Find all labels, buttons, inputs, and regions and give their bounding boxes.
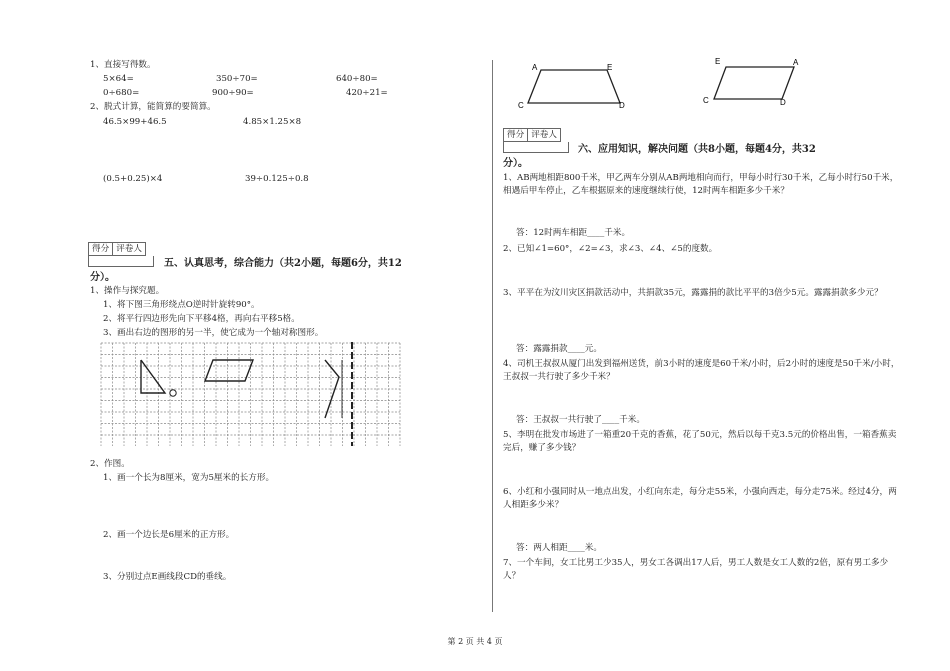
label-a: A: [532, 63, 538, 72]
q1-item: 900÷90=: [212, 88, 254, 98]
label-e: E: [607, 63, 613, 72]
q1-answer: 答：12时两车相距____千米。: [516, 228, 631, 238]
section6-heading-cont: 分）。: [503, 158, 528, 169]
label-c: C: [518, 101, 524, 110]
column-divider: [492, 60, 493, 612]
q2-title: 2、脱式计算，能简算的要简算。: [90, 102, 216, 112]
p2-sub: 3、分别过点E画线段CD的垂线。: [103, 572, 232, 582]
q6-text: 6、小红和小强同时从一地点出发，小红向东走，每分走55米，小强向西走，每分走75米。经过4分，两人相距多少米？: [503, 487, 897, 510]
grader-label: 评卷人: [531, 130, 557, 140]
q2-item: (0.5+0.25)×4: [103, 174, 163, 184]
p1-sub: 1、将下图三角形绕点O逆时针旋转90°。: [103, 300, 260, 310]
label-d: D: [619, 101, 625, 110]
section5-heading: 五、认真思考，综合能力（共2小题，每题6分，共12: [164, 258, 402, 269]
q1-item: 5×64=: [103, 74, 134, 84]
q2-item: 39÷0.125÷0.8: [245, 174, 309, 184]
score-box: [88, 242, 146, 256]
score-box: [503, 128, 561, 142]
parallelogram-shape: [205, 360, 253, 381]
section6-heading: 六、应用知识，解决问题（共8小题，每题4分，共32: [578, 144, 816, 155]
p2-sub: 2、画一个边长是6厘米的正方形。: [103, 530, 235, 540]
triangle-shape: [141, 360, 165, 393]
q6-answer: 答：两人相距____米。: [516, 543, 602, 553]
label-d: D: [780, 98, 786, 107]
p1-title: 1、操作与探究题。: [90, 286, 165, 296]
p1-sub: 2、将平行四边形先向下平移4格，再向右平移5格。: [103, 314, 300, 324]
label-c: C: [703, 96, 709, 105]
q7-text: 7、一个车间，女工比男工少35人，男女工各调出17人后，男工人数是女工人数的2倍，原有男工多少人？: [503, 558, 889, 581]
q1-title: 1、直接写得数。: [90, 60, 156, 70]
parallelogram-figure: [702, 55, 812, 107]
score-box-blank: [88, 256, 154, 267]
label-a: A: [793, 58, 799, 67]
q3-text: 3、平平在为汶川灾区捐款活动中，共捐款35元，露露捐的款比平平的3倍少5元。露露捐款多少元？: [503, 288, 883, 298]
q4-text: 4、司机王叔叔从厦门出发到福州送货，前3小时的速度是60千米/小时，后2小时的速度是50千米/小时，王叔叔一共行驶了多少千米？: [503, 359, 900, 382]
p2-title: 2、作图。: [90, 459, 130, 469]
q5-text: 5、李明在批发市场进了一箱重20千克的香蕉，花了50元，然后以每千克3.5元的价格出售，一箱香蕉卖完后，赚了多少钱？: [503, 430, 897, 453]
q2-item: 4.85×1.25×8: [243, 117, 302, 127]
section5-heading-cont: 分）。: [90, 272, 115, 283]
p2-sub: 1、画一个长为8厘米，宽为5厘米的长方形。: [103, 473, 275, 483]
score-label: 得分: [504, 129, 528, 141]
score-label: 得分: [89, 243, 113, 255]
q4-answer: 答：王叔叔一共行驶了____千米。: [516, 415, 645, 425]
score-box-blank: [503, 142, 569, 153]
q2-text: 2、已知∠1=60°，∠2=∠3，求∠3、∠4、∠5的度数。: [503, 244, 718, 254]
trapezoid-figure: [515, 58, 630, 110]
q1-text: 1、AB两地相距800千米，甲乙两车分别从AB两地相向而行，甲每小时行30千米，乙每小时行50千米，相遇后甲车停止，乙车根据原来的速度继续行使，12时两车相距多少千米？: [503, 173, 899, 196]
q3-answer: 答：露露捐款____元。: [516, 344, 602, 354]
p1-sub: 3、画出右边的图形的另一半，使它成为一个轴对称图形。: [103, 328, 324, 338]
q1-item: 350÷70=: [216, 74, 258, 84]
label-e: E: [715, 57, 721, 66]
q1-item: 640÷80=: [336, 74, 378, 84]
q2-item: 46.5×99+46.5: [103, 117, 167, 127]
page-footer: 第 2 页 共 4 页: [447, 637, 503, 646]
point-o: [170, 390, 176, 396]
q1-item: 420÷21=: [346, 88, 388, 98]
q1-item: 0÷680=: [103, 88, 140, 98]
grid-figure: [100, 342, 406, 446]
grader-label: 评卷人: [116, 244, 142, 254]
